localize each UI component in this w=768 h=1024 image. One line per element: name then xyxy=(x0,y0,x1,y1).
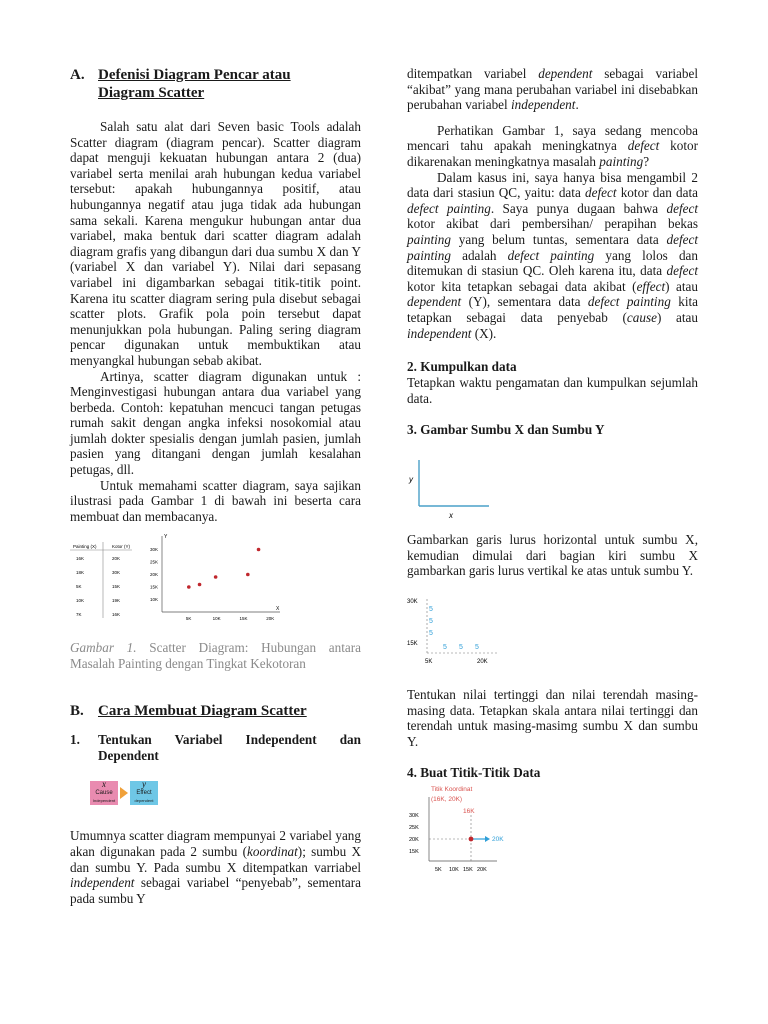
caption-text: Scatter Diagram: Hubungan antara Masalah Painting dengan Tingkat Kekotoran xyxy=(70,640,362,672)
x-tick-label: 5K xyxy=(185,616,192,622)
blue-arrowhead-icon xyxy=(485,836,490,842)
paragraph-step-2: Tetapkan waktu pengamatan dan kumpulkan sejumlah data. xyxy=(407,375,698,406)
cause-sub: Independent xyxy=(92,798,116,804)
arrow-icon xyxy=(120,787,128,799)
table-cell: 20K xyxy=(112,556,121,562)
x-step-label: 5 xyxy=(459,644,463,652)
y-tick: 25K xyxy=(409,825,419,832)
text: ); sumbu X dan sumbu Y. Pada sumbu X ditempatkan varriabel xyxy=(70,844,361,875)
x-tick: 20K xyxy=(477,867,487,874)
text: ditempatkan variabel xyxy=(407,66,539,81)
section-a-title-line1: Defenisi Diagram Pencar atau xyxy=(98,67,291,83)
term: defect painting xyxy=(407,231,698,263)
y-bottom-label: 15K xyxy=(407,641,418,648)
table-cell: 16K xyxy=(76,556,85,562)
y-axis-label: y xyxy=(409,475,413,485)
section-b-number: B. xyxy=(70,703,84,720)
table-cell: 16K xyxy=(112,612,121,618)
step-1-title: Tentukan Variabel Independent dan Dependent xyxy=(98,732,361,764)
y-top-label: 30K xyxy=(407,599,418,606)
term-dependent: dependent xyxy=(538,66,593,81)
y-tick-label: 15K xyxy=(150,584,159,590)
text: kotor dikarenakan meningkatnya masalah xyxy=(407,138,698,169)
term: defect xyxy=(585,185,617,201)
term: cause xyxy=(626,309,657,325)
paragraph-gambar1 xyxy=(407,123,698,170)
term: dependent xyxy=(407,294,462,310)
y-tick-label: 10K xyxy=(150,597,159,603)
paragraph-step-3: Gambarkan garis lurus horizontal untuk sumbu X, kemudian dimulai dari bagian kiri sumbu X gambarkan garis lurus vertikal ke atas untuk sumbu Y. xyxy=(407,532,698,579)
term: defect painting xyxy=(587,294,671,310)
y-axis-label: Y xyxy=(164,534,168,541)
term-defect: defect xyxy=(627,138,660,154)
section-a-heading xyxy=(70,66,361,102)
text: kita tetapkan sebagai data penyebab ( xyxy=(407,294,698,325)
data-point xyxy=(187,586,191,590)
term-koordinat: koordinat xyxy=(247,844,298,860)
paragraph-scale: Tentukan nilai tertinggi dan nilai terendah masing-masing data. Tetapkan skala antara nilai tertinggi dan terendah untuk masing-masimg sumbu X dan sumbu Y. xyxy=(407,687,698,749)
coordinate-value: (16K, 20K) xyxy=(431,796,463,804)
text: Dalam kasus ini, saya hanya bisa mengambil 2 data dari stasiun QC, yaitu: data xyxy=(407,169,698,201)
term-painting: painting xyxy=(599,153,644,169)
paragraph-usage: Artinya, scatter diagram digunakan untuk : Menginvestigasi hubungan antara dua variabel yang berbeda. Contoh: kepatuhan mencuci tangan petugas rumah sakit dengan angka infeksi nosokomial atau jumlah dokter spesialis dengan jumlah pasien, jumlah pasien yang ditangani dengan jumlah kesalahan petugas, dll. xyxy=(70,368,361,478)
figure-1 xyxy=(70,532,361,636)
step-4-heading: 4. Buat Titik-Titik Data xyxy=(407,765,541,781)
x-axis-label: X xyxy=(276,606,280,613)
paragraph-definition: Salah satu alat dari Seven basic Tools adalah Scatter diagram (diagram pencar). Scatter diagram dapat menguji kekuatan hubungan antara 2 (dua) variabel serta menilai arah hubungan kedua variabel tersebut: apakah hubungannya positif, atau hubungannya negatif atau juga tidak ada hubungan sama sekali. Karena mengukur hubungan antar dua variabel, maka bentuk dari scatter diagram adalah diagram grafis yang dibangun dari dua sumbu X dan Y (variabel X dan variabel Y). Nilai dari sepasang variabel ini digambarkan sebagai titik-titik point. Karena itu scatter diagram sering pula disebut sebagai scatter plots. Grafik pola poin tersebut dapat menunjukkan pola hubungan. Paling sering diagram pencar digunakan untuk membuktikan atau menyangkal hubungan sebab akibat. xyxy=(70,119,361,368)
step-2-heading: 2. Kumpulkan data xyxy=(407,359,517,375)
term: independent xyxy=(407,325,472,341)
figure-1-table xyxy=(70,542,132,618)
data-point xyxy=(214,576,218,580)
term-independent: independent xyxy=(70,875,135,891)
y-step-label: 5 xyxy=(429,630,433,638)
term: defect painting xyxy=(407,200,491,216)
data-point xyxy=(257,548,261,552)
cause-box xyxy=(90,781,118,805)
text: ) atau xyxy=(665,278,699,294)
table-cell: 5K xyxy=(76,584,82,590)
y-tick-label: 25K xyxy=(150,559,159,565)
x-step-label: 5 xyxy=(475,644,479,652)
paragraph-dependent xyxy=(407,66,698,113)
table-cell: 10K xyxy=(76,598,85,604)
y-tick-label: 30K xyxy=(150,547,159,553)
y-step-label: 5 xyxy=(429,606,433,614)
coordinate-title: Titik Koordinat xyxy=(431,786,473,794)
figure-1-svg xyxy=(70,532,361,636)
y-tick: 20K xyxy=(409,837,419,844)
term-independent: independent xyxy=(510,97,576,113)
text: (X). xyxy=(471,325,497,341)
term: defect xyxy=(666,200,698,216)
effect-word: Effect xyxy=(136,790,152,797)
x-tick-label: 10K xyxy=(212,616,221,622)
y-tick-label: 20K xyxy=(150,572,159,578)
text: (Y), sementara data xyxy=(461,294,588,310)
table-cell: 18K xyxy=(76,570,85,576)
term: effect xyxy=(636,278,666,294)
text: Umumnya scatter diagram mempunyai 2 variabel yang akan digunakan pada 2 sumbu ( xyxy=(70,828,361,860)
cause-effect-diagram xyxy=(90,778,361,808)
data-point xyxy=(246,573,250,577)
x-right-label: 20K xyxy=(477,659,488,666)
x-tick: 15K xyxy=(463,867,473,874)
axes-figure xyxy=(407,440,698,532)
text: ) atau xyxy=(656,309,698,325)
x-step-label: 5 xyxy=(443,644,447,652)
section-a-title-line2: Diagram Scatter xyxy=(98,85,205,101)
effect-sub: dependent xyxy=(134,798,154,804)
text: kotor dan data xyxy=(616,185,698,201)
table-cell: 19K xyxy=(112,598,121,604)
left-column xyxy=(70,66,361,906)
x-tick-label: 15K xyxy=(239,616,248,622)
term: defect xyxy=(666,263,698,279)
coordinate-figure xyxy=(407,783,698,883)
figure-1-scatter xyxy=(150,534,280,621)
section-b-heading xyxy=(70,702,361,720)
data-point xyxy=(198,583,202,587)
paragraph-axes xyxy=(70,828,361,906)
text: kotor kita tetapkan sebagai data akibat ( xyxy=(407,278,637,294)
y-mark-label: 20K xyxy=(492,836,504,844)
step-3-heading: 3. Gambar Sumbu X dan Sumbu Y xyxy=(407,422,605,438)
x-tick-label: 20K xyxy=(266,616,275,622)
text: sebagai variabel “akibat” yang mana perubahan variabel ini disebabkan perubahan variabel xyxy=(407,66,698,113)
term: painting xyxy=(407,231,451,247)
x-axis-label: x xyxy=(449,511,453,521)
table-cell: 15K xyxy=(112,584,121,590)
x-mark-label: 16K xyxy=(463,808,475,816)
term: defect painting xyxy=(507,247,595,263)
paragraph-kasus xyxy=(407,170,698,342)
x-tick: 5K xyxy=(435,867,442,874)
x-left-label: 5K xyxy=(425,659,433,666)
section-b-title: Cara Membuat Diagram Scatter xyxy=(98,703,307,720)
x-tick: 10K xyxy=(449,867,459,874)
effect-y: y xyxy=(142,779,146,790)
text: Perhatikan Gambar 1, saya sedang mencoba mencari tahu apakah meningkatnya xyxy=(407,122,698,154)
table-cell: 7K xyxy=(76,612,82,618)
text: sebagai variabel “penyebab”, sementara pada sumbu Y xyxy=(70,875,361,906)
y-step-label: 5 xyxy=(429,618,433,626)
caption-prefix: Gambar 1. xyxy=(70,640,137,656)
table-header-kotor: Kotor (Y) xyxy=(112,544,131,550)
data-point xyxy=(469,837,474,842)
text: yang lolos dan ditemukan di stasiun QC. Oleh karena itu, data xyxy=(407,247,698,279)
text: ? xyxy=(643,153,650,169)
paragraph-intro-figure: Untuk memahami scatter diagram, saya sajikan ilustrasi pada Gambar 1 di bawah ini beserta cara membuat dan membacanya. xyxy=(70,477,361,524)
table-cell: 30K xyxy=(112,570,121,576)
text: yang belum tuntas, sementara data xyxy=(450,231,667,247)
y-tick: 30K xyxy=(409,813,419,820)
scale-figure xyxy=(407,583,698,683)
figure-1-caption xyxy=(70,640,361,672)
cause-x: x xyxy=(102,779,106,790)
step-1-heading xyxy=(70,732,361,764)
cause-word: Cause xyxy=(95,790,113,797)
right-column xyxy=(407,66,698,883)
text: . Saya punya dugaan bahwa xyxy=(490,200,667,216)
text: kotor akibat dari pembersihan/ perapihan bekas xyxy=(407,216,698,232)
effect-box xyxy=(130,781,158,805)
text: . xyxy=(575,97,579,113)
step-1-number: 1. xyxy=(70,732,80,748)
table-header-painting: Painting (X) xyxy=(73,544,97,550)
text: adalah xyxy=(450,247,508,263)
y-tick: 15K xyxy=(409,849,419,856)
section-a-number: A. xyxy=(70,67,85,83)
